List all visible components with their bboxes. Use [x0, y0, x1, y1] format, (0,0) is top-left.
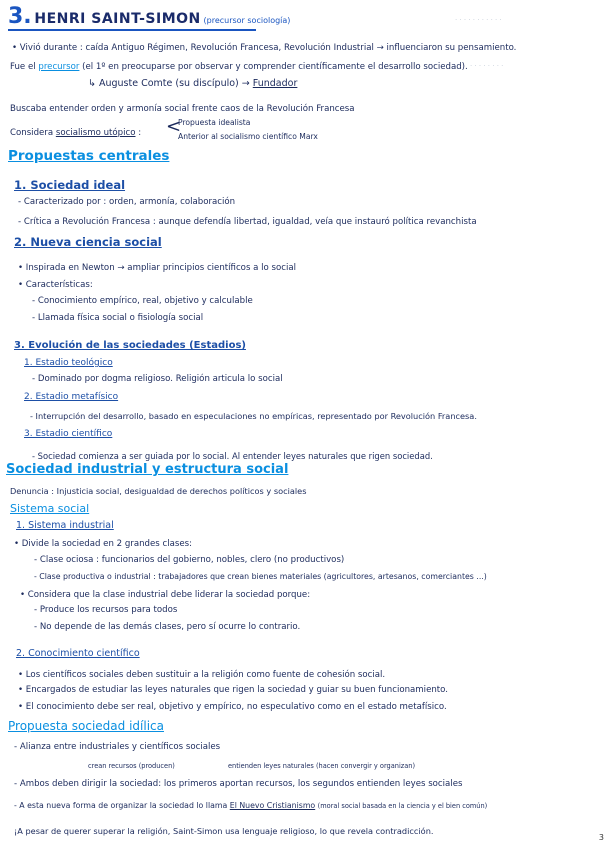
- intro-precursor: Fue el precursor (el 1º en preocuparse por observar y comprender científicamente el desarrollo sociedad).: [10, 62, 468, 72]
- sistema-social-heading: Sistema social: [10, 502, 90, 515]
- section-heading-industrial: Sociedad industrial y estructura social: [6, 462, 289, 477]
- intro-vivio: • Vivió durante : caída Antiguo Régimen, Revolución Francesa, Revolución Industrial → influenciaron su pensamiento.: [12, 43, 517, 53]
- section-heading-propuestas: Propuestas centrales: [8, 148, 170, 164]
- s2-line-b: • Características:: [18, 280, 93, 290]
- si-line-a: • Divide la sociedad en 2 grandes clases:: [14, 539, 193, 549]
- subsection-evolucion: 3. Evolución de las sociedades (Estadios): [14, 340, 246, 351]
- idilica-line-a: - Alianza entre industriales y científicos sociales: [14, 742, 221, 752]
- subsection-nueva-ciencia: 2. Nueva ciencia social: [14, 235, 162, 249]
- bleed-through-text: · · · · · · · · · · ·: [455, 16, 502, 24]
- header-number: 3.: [8, 4, 32, 29]
- cc-line-b: • Encargados de estudiar las leyes naturales que rigen la sociedad y guiar su buen funcionamiento.: [18, 685, 449, 695]
- estadio-teologico-line: - Dominado por dogma religioso. Religión articula lo social: [32, 374, 283, 384]
- intro-considera: Considera socialismo utópico :: [10, 128, 142, 138]
- intro-buscaba: Buscaba entender orden y armonía social frente caos de la Revolución Francesa: [10, 104, 355, 114]
- cc-line-c: • El conocimiento debe ser real, objetivo y empírico, no especulativo como en el estado metafísico.: [18, 702, 447, 712]
- header-underline: [8, 29, 256, 31]
- idilica-line-d: ¡A pesar de querer superar la religión, Saint-Simon usa lenguaje religioso, lo que revela contradicción.: [14, 826, 434, 836]
- intro-propuesta: Propuesta idealista: [178, 118, 251, 127]
- intro-comte: ↳ Auguste Comte (su discípulo) → Fundador: [88, 78, 298, 89]
- precursor-term: precursor: [38, 62, 80, 72]
- idilica-note-industriales: crean recursos (producen): [88, 762, 175, 770]
- brace-icon: <: [166, 116, 182, 137]
- si-line-e: - Produce los recursos para todos: [34, 605, 178, 615]
- estadio-metafisico-line: - Interrupción del desarrollo, basado en especulaciones no empíricas, representado por Revolución Francesa.: [30, 411, 477, 421]
- si-line-b: - Clase ociosa : funcionarios del gobierno, nobles, clero (no productivos): [34, 555, 345, 565]
- s2-line-c: - Conocimiento empírico, real, objetivo y calculable: [32, 296, 253, 306]
- estadio-metafisico-title: 2. Estadio metafísico: [24, 392, 119, 402]
- socialismo-term: socialismo utópico: [55, 128, 136, 138]
- estadio-cientifico-line: - Sociedad comienza a ser guiada por lo social. Al entender leyes naturales que rigen sociedad.: [32, 451, 433, 461]
- industrial-denuncia: Denuncia : Injusticia social, desigualdad de derechos políticos y sociales: [10, 486, 307, 496]
- estadio-cientifico-title: 3. Estadio científico: [24, 429, 113, 439]
- s2-line-d: - Llamada física social o fisiología social: [32, 313, 204, 323]
- s2-line-a: • Inspirada en Newton → ampliar principios científicos a lo social: [18, 263, 297, 273]
- fundador-term: Fundador: [252, 78, 298, 89]
- intro-anterior: Anterior al socialismo científico Marx: [178, 132, 318, 141]
- idilica-note-cientificos: entienden leyes naturales (hacen convergir y organizan): [228, 762, 416, 770]
- idilica-line-b: - Ambos deben dirigir la sociedad: los primeros aportan recursos, los segundos entienden leyes sociales: [14, 779, 463, 789]
- s1-line-b: - Crítica a Revolución Francesa : aunque defendía libertad, igualdad, veía que instauró política revanchista: [18, 217, 477, 227]
- si-line-f: - No depende de las demás clases, pero sí ocurre lo contrario.: [34, 622, 301, 632]
- conocimiento-cientifico-title: 2. Conocimiento científico: [16, 648, 140, 659]
- header-title: HENRI SAINT-SIMON: [34, 11, 201, 27]
- section-heading-idilica: Propuesta sociedad idílica: [8, 719, 164, 733]
- si-line-c: - Clase productiva o industrial : trabajadores que crean bienes materiales (agricultores, artesanos, comerciantes ...): [34, 572, 487, 581]
- header-subtitle: (precursor sociología): [203, 16, 291, 25]
- nuevo-cristianismo-term: El Nuevo Cristianismo: [229, 801, 316, 810]
- cc-line-a: • Los científicos sociales deben sustituir a la religión como fuente de cohesión social.: [18, 670, 386, 680]
- sistema-industrial-title: 1. Sistema industrial: [16, 520, 114, 531]
- s1-line-a: - Caracterizado por : orden, armonía, colaboración: [18, 197, 236, 207]
- subsection-sociedad-ideal: 1. Sociedad ideal: [14, 178, 126, 192]
- estadio-teologico-title: 1. Estadio teológico: [24, 358, 113, 368]
- idilica-line-c: - A esta nueva forma de organizar la sociedad lo llama El Nuevo Cristianismo (moral social basada en la ciencia y el bien común): [14, 801, 488, 810]
- page-number: 3: [598, 833, 604, 842]
- si-line-d: • Considera que la clase industrial debe liderar la sociedad porque:: [20, 590, 311, 600]
- bleed-through-text: · · · · · · · ·: [470, 62, 504, 70]
